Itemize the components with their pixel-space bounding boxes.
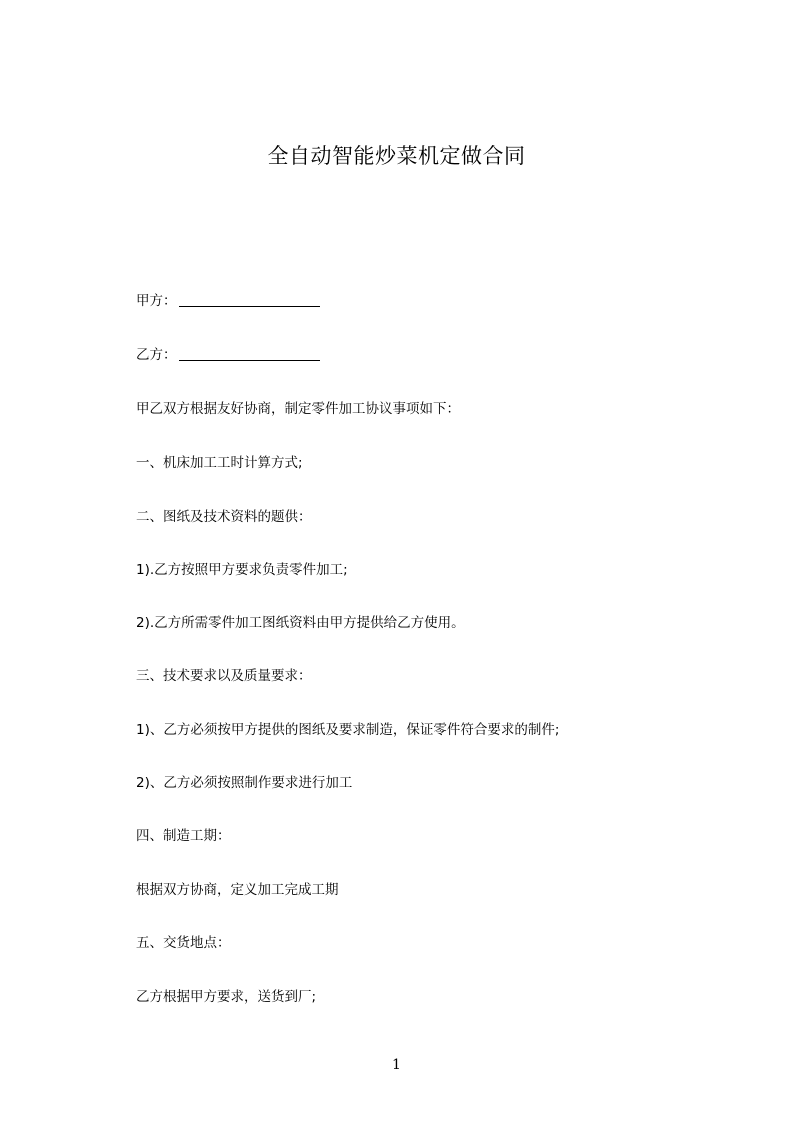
section-heading-5: 五、交货地点：	[136, 935, 231, 951]
party-b-label: 乙方：	[136, 347, 177, 363]
section-heading-1: 一、机床加工工时计算方式;	[136, 455, 303, 471]
section-heading-2: 二、图纸及技术资料的题供：	[136, 509, 312, 525]
section-heading-3: 三、技术要求以及质量要求：	[136, 668, 312, 684]
clause-3-2: 2)、乙方必须按照制作要求进行加工	[136, 775, 353, 791]
document-title: 全自动智能炒菜机定做合同	[267, 144, 526, 168]
clause-2-2: 2).乙方所需零件加工图纸资料由甲方提供给乙方使用。	[136, 615, 465, 631]
clause-3-1: 1)、乙方必须按甲方提供的图纸及要求制造，保证零件符合要求的制件;	[136, 722, 560, 738]
page-number: 1	[392, 1057, 401, 1073]
party-b-blank	[179, 359, 320, 361]
clause-4: 根据双方协商，定义加工完成工期	[136, 882, 339, 898]
party-b-line	[136, 345, 696, 365]
clause-2-1: 1).乙方按照甲方要求负责零件加工;	[136, 562, 348, 578]
paragraph-intro: 甲乙双方根据友好协商，制定零件加工协议事项如下：	[136, 401, 460, 417]
party-a-line	[136, 291, 696, 311]
party-a-blank	[179, 305, 320, 307]
section-heading-4: 四、制造工期：	[136, 828, 231, 844]
party-a-label: 甲方：	[136, 293, 177, 309]
clause-5: 乙方根据甲方要求，送货到厂;	[136, 989, 317, 1005]
